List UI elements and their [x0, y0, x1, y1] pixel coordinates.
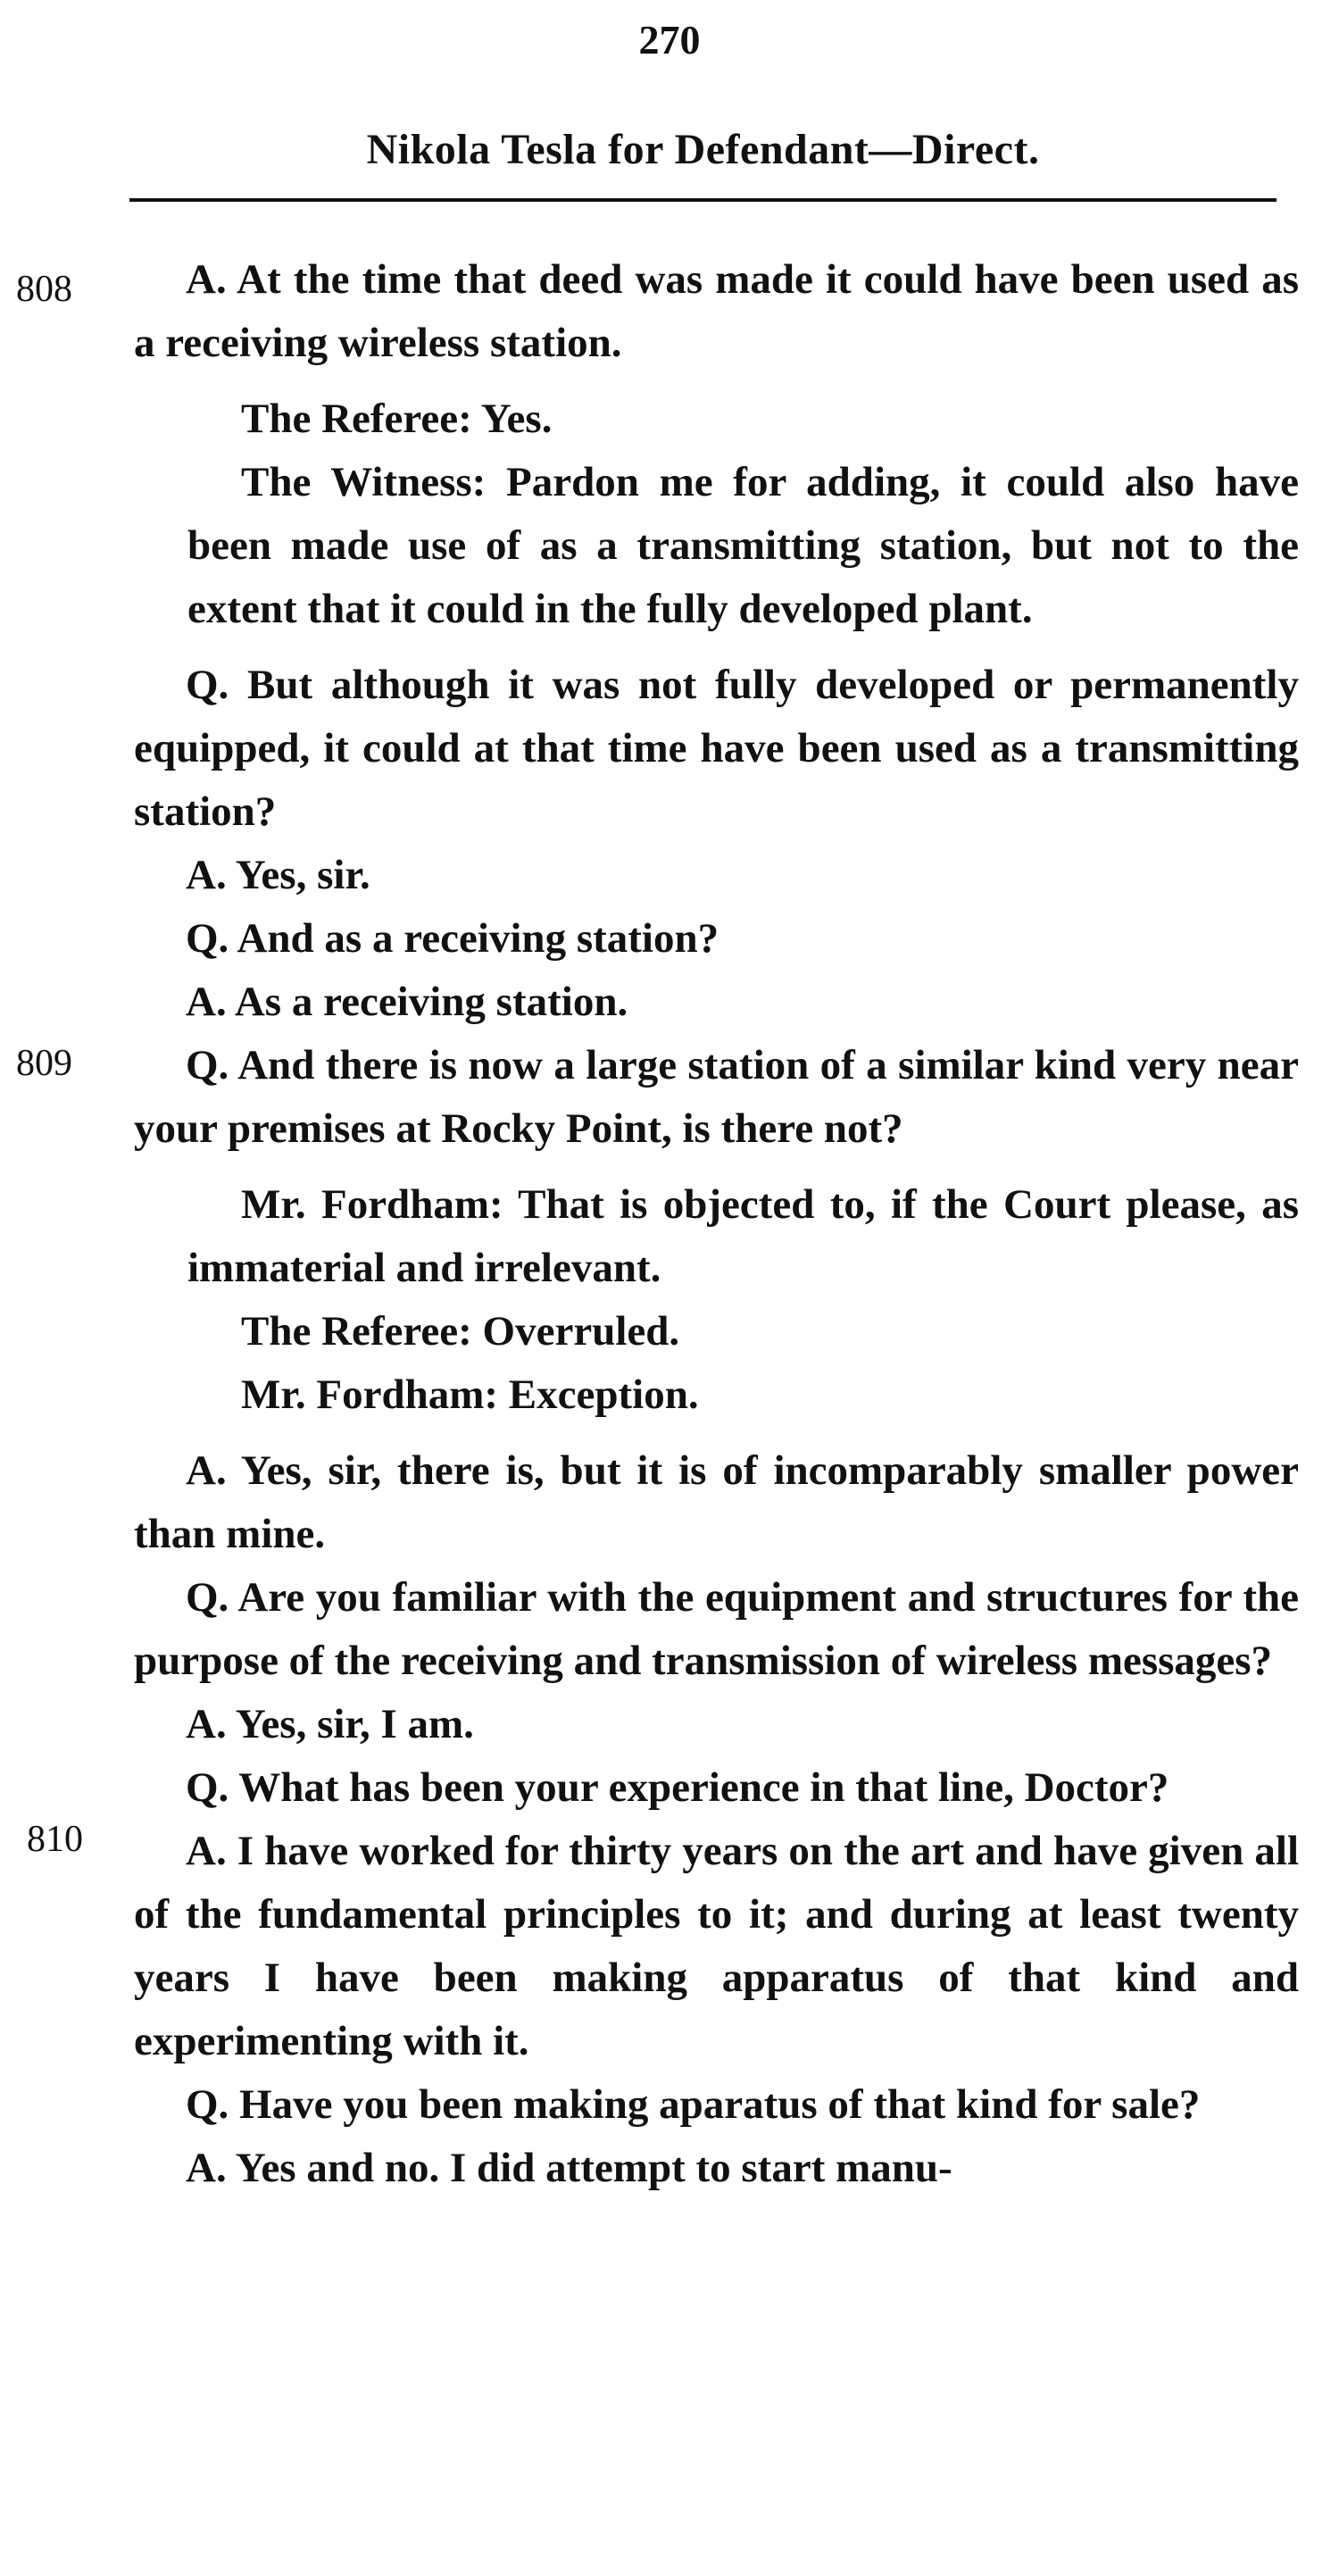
- margin-number-810: 810: [27, 1819, 83, 1860]
- margin-number-808: 808: [16, 269, 72, 310]
- colloquy-line: The Referee: Yes.: [241, 396, 553, 442]
- question-paragraph: Q. And there is now a large station of a similar kind very near your premises at Rocky Point, is there not?: [134, 1042, 1299, 1152]
- question-paragraph: Q. What has been your experience in that line, Doctor?: [186, 1764, 1169, 1811]
- colloquy-block: [187, 388, 1299, 641]
- question-paragraph: Q. But although it was not fully developed or permanently equipped, it could at that time have been used as a transmitting station?: [134, 662, 1299, 835]
- question-paragraph: Q. Have you been making aparatus of that kind for sale?: [186, 2081, 1201, 2128]
- colloquy-line: The Witness: Pardon me for adding, it could also have been made use of as a transmitting station, but not to the extent that it could in the fully developed plant.: [187, 459, 1299, 632]
- colloquy-block: [187, 1173, 1299, 1427]
- header-rule: [129, 198, 1277, 202]
- colloquy-line: Mr. Fordham: Exception.: [241, 1371, 699, 1418]
- answer-paragraph: A. Yes, sir, there is, but it is of incomparably smaller power than mine.: [134, 1447, 1299, 1557]
- question-paragraph: Q. And as a receiving station?: [186, 915, 719, 962]
- answer-paragraph: A. Yes, sir.: [186, 852, 370, 898]
- answer-paragraph: A. As a receiving station.: [186, 979, 628, 1025]
- answer-paragraph: A. Yes and no. I did attempt to start manu-: [186, 2145, 952, 2191]
- page-number: 270: [638, 17, 701, 63]
- colloquy-line: Mr. Fordham: That is objected to, if the Court please, as immaterial and irrelevant.: [187, 1181, 1299, 1291]
- answer-paragraph: A. At the time that deed was made it could have been used as a receiving wireless station.: [134, 256, 1299, 366]
- answer-paragraph: A. I have worked for thirty years on the art and have given all of the fundamental principles to it; and during at least twenty years I have been making apparatus of that kind and experimenting with it.: [134, 1828, 1299, 2064]
- transcript-body: [134, 248, 1299, 2200]
- margin-number-809: 809: [16, 1043, 72, 1084]
- question-paragraph: Q. Are you familiar with the equipment and structures for the purpose of the receiving and transmission of wireless messages?: [134, 1574, 1299, 1684]
- colloquy-line: The Referee: Overruled.: [241, 1308, 680, 1355]
- answer-paragraph: A. Yes, sir, I am.: [186, 1701, 474, 1747]
- running-head: Nikola Tesla for Defendant—Direct.: [366, 126, 1040, 173]
